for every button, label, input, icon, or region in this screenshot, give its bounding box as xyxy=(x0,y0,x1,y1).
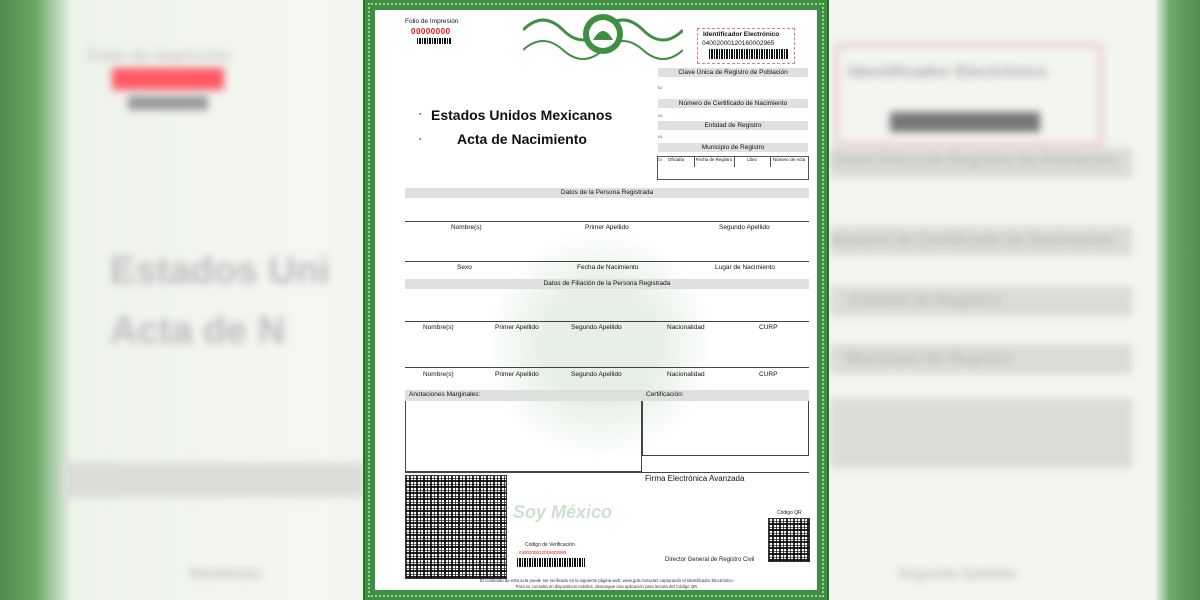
annotations-label: Anotaciones Marginales: xyxy=(405,390,642,401)
parent2-name-label: Nombre(s) xyxy=(423,371,454,378)
blur-red-block xyxy=(112,68,224,90)
field-entity-num: 04 xyxy=(658,134,663,139)
watermark-text: Soy México xyxy=(513,502,613,522)
blur-curp: Clave Única de Registro de Población xyxy=(830,152,1118,169)
field-municipality: Municipio de Registro xyxy=(658,143,808,152)
small-qr-code xyxy=(768,518,810,562)
blur-entity: Entidad de Registro xyxy=(850,292,1002,309)
electronic-id-barcode xyxy=(709,49,789,59)
field-cert-num: 03 xyxy=(658,113,663,118)
electronic-id-label: Identificador Electrónico xyxy=(703,31,780,38)
blur-id-barcode xyxy=(890,112,1040,132)
blur-id: Identificador Electrónico xyxy=(848,62,1048,81)
table-col-date: Fecha de Registro xyxy=(694,157,735,167)
field-num-doc: ● xyxy=(419,136,422,141)
person-dob-label: Fecha de Nacimiento xyxy=(577,264,639,271)
field-num-country: ● xyxy=(419,111,422,116)
blur-doc: Acta de N xyxy=(110,310,286,352)
signature-label: Firma Electrónica Avanzada xyxy=(645,474,745,483)
country-title: Estados Unidos Mexicanos xyxy=(431,107,613,123)
registry-table xyxy=(657,156,809,180)
blur-folio: Folio de Impresión xyxy=(88,48,231,65)
person-first-surname-label: Primer Apellido xyxy=(585,224,629,231)
birth-certificate xyxy=(365,0,827,600)
parent2-nationality-label: Nacionalidad xyxy=(667,371,705,378)
parent1-name-label: Nombre(s) xyxy=(423,324,454,331)
parent1-curp-label: CURP xyxy=(759,324,778,331)
person-second-surname-label: Segundo Apellido xyxy=(719,224,770,231)
field-entity: Entidad de Registro xyxy=(658,121,808,130)
blur-cert: Número de Certificado de Nacimiento xyxy=(830,232,1116,249)
blur-muni: Municipio de Registro xyxy=(846,350,1014,367)
national-seal-icon xyxy=(523,10,683,68)
rule-person-2 xyxy=(405,261,809,262)
parent2-second-surname-label: Segundo Apellido xyxy=(571,371,622,378)
person-pob-label: Lugar de Nacimiento xyxy=(715,264,775,271)
electronic-id-value: 04002000120160002965 xyxy=(702,40,775,47)
blur-right-bottom: Segundo Apellido xyxy=(898,565,1017,581)
verification-barcode xyxy=(517,558,585,567)
footer-notice-2: Para su consulta en dispositivos móviles, descargue una aplicación para lectura del Código QR. xyxy=(515,584,699,589)
section-filiation: Datos de Filiación de la Persona Registrada xyxy=(405,279,809,289)
blur-table xyxy=(830,398,1132,468)
person-sex-label: Sexo xyxy=(457,264,472,271)
blur-bar-left xyxy=(64,463,364,497)
field-municipality-num: 05 xyxy=(658,157,663,162)
blur-country: Estados Uni xyxy=(110,250,330,292)
rule-person-1 xyxy=(405,221,809,222)
verification-value: 0400200012016002965 xyxy=(519,550,567,555)
certification-label: Certificación: xyxy=(642,390,809,401)
parent2-first-surname-label: Primer Apellido xyxy=(495,371,539,378)
rule-parent-1 xyxy=(405,321,809,322)
field-cert: Número de Certificado de Nacimiento xyxy=(658,99,808,108)
document-title: Acta de Nacimiento xyxy=(457,131,587,147)
parent1-second-surname-label: Segundo Apellido xyxy=(571,324,622,331)
parent1-nationality-label: Nacionalidad xyxy=(667,324,705,331)
table-col-act: Número de Acta xyxy=(772,157,806,162)
footer-notice-1: El contenido de esta acta puede ser verificado en la siguiente página web: www.gob.mx/actas capturando el Identificador Electrónico. xyxy=(480,578,734,583)
field-curp: Clave Única de Registro de Población xyxy=(658,68,808,77)
rule-signature xyxy=(405,472,809,473)
table-col-office: Oficialía xyxy=(658,157,695,167)
rule-parent-2 xyxy=(405,367,809,368)
folio-label: Folio de Impresión xyxy=(405,18,459,25)
verification-label: Código de Verificación xyxy=(525,542,575,548)
blur-barcode xyxy=(128,96,208,110)
qr-label: Código QR xyxy=(777,510,802,516)
folio-barcode xyxy=(417,38,451,44)
folio-number: 00000000 xyxy=(411,27,451,36)
table-col-book: Libro xyxy=(734,157,771,167)
director-label: Director General de Registro Civil xyxy=(665,557,755,563)
field-curp-num: 02 xyxy=(658,85,663,90)
large-qr-code xyxy=(405,475,507,579)
parent1-first-surname-label: Primer Apellido xyxy=(495,324,539,331)
section-person: Datos de la Persona Registrada xyxy=(405,188,809,198)
person-name-label: Nombre(s) xyxy=(451,224,482,231)
blur-left-bottom: Nombre(s) xyxy=(190,565,261,581)
annotations-box xyxy=(405,390,642,472)
parent2-curp-label: CURP xyxy=(759,371,778,378)
